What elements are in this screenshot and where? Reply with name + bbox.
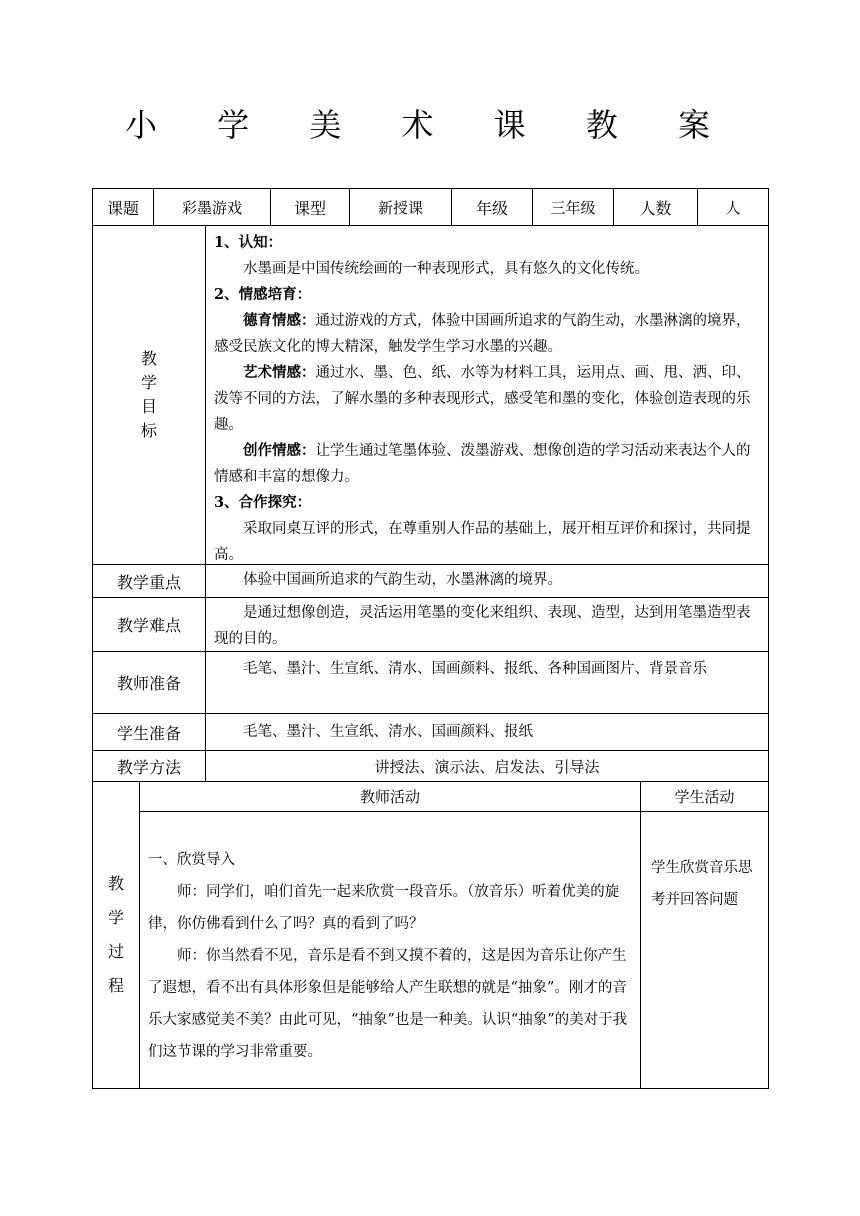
moral-text: 通过游戏的方式，体验中国画所追求的气韵生动，水墨淋漓的境界，感受民族文化的博大精深，触发学生学习水墨的兴趣。: [214, 313, 751, 355]
key-point-label: 教学重点: [92, 564, 206, 598]
teacher-para-2: 师：你当然看不见，音乐是看不到又摸不着的，这是因为音乐让你产生了遐想，看不出有具体形象但是能够给人产生联想的就是“抽象”。刚才的音乐大家感觉美不美？由此可见，“抽象”也是一种美。认识“抽象”的美对于我们这节课的学习非常重要。: [148, 948, 628, 1060]
teacher-activity-header: 教师活动: [139, 781, 641, 812]
difficulty-text: 是通过想像创造，灵活运用笔墨的变化来组织、表现、造型，达到用笔墨造型表现的目的。: [205, 597, 769, 652]
goals-heading-3: 3、合作探究：: [214, 494, 312, 511]
count-label: 人数: [613, 188, 698, 226]
page-title: 小 学 美 术 课 教 案: [124, 106, 736, 144]
topic-label: 课题: [92, 188, 154, 226]
goals-coop-text: 采取同桌互评的形式，在尊重别人作品的基础上，展开相互评价和探讨，共同提高。: [214, 521, 751, 563]
goals-content: [205, 225, 769, 565]
teacher-prep-label: 教师准备: [92, 651, 206, 714]
count-value: 人: [697, 188, 769, 226]
student-prep-label: 学生准备: [92, 713, 206, 751]
topic-value: 彩墨游戏: [153, 188, 271, 226]
grade-value: 三年级: [532, 188, 614, 226]
create-text: 让学生通过笔墨体验、泼墨游戏、想像创造的学习活动来表达个人的情感和丰富的想像力。: [214, 443, 751, 485]
goals-label: 教 学 目 标: [92, 225, 206, 565]
goals-heading-1: 1、认知：: [214, 234, 283, 251]
create-label: 创作情感：: [243, 442, 316, 459]
art-label: 艺术情感：: [243, 364, 316, 381]
student-activity-content: 学生欣赏音乐思考并回答问题: [640, 811, 769, 1089]
grade-label: 年级: [451, 188, 533, 226]
type-value: 新授课: [349, 188, 452, 226]
difficulty-label: 教学难点: [92, 597, 206, 652]
section-heading: 一、欣赏导入: [148, 852, 235, 868]
type-label: 课型: [270, 188, 350, 226]
goals-heading-2: 2、情感培育：: [214, 286, 312, 303]
student-prep-text: 毛笔、墨汁、生宣纸、清水、国画颜料、报纸: [205, 713, 769, 751]
key-point-text: 体验中国画所追求的气韵生动，水墨淋漓的境界。: [205, 564, 769, 598]
goals-cognition-text: 水墨画是中国传统绘画的一种表现形式，具有悠久的文化传统。: [243, 261, 649, 277]
method-text: 讲授法、演示法、启发法、引导法: [205, 750, 769, 782]
art-text: 通过水、墨、色、纸、水等为材料工具，运用点、画、甩、洒、印、泼等不同的方法，了解水墨的多种表现形式，感受笔和墨的变化，体验创造表现的乐趣。: [214, 365, 751, 433]
method-label: 教学方法: [92, 750, 206, 782]
student-activity-header: 学生活动: [640, 781, 769, 812]
teacher-activity-content: [139, 811, 641, 1089]
process-label: 教 学 过 程: [92, 781, 140, 1089]
teacher-para-1: 师：同学们，咱们首先一起来欣赏一段音乐。（放音乐）听着优美的旋律，你仿佛看到什么了吗？真的看到了吗？: [148, 884, 620, 932]
moral-label: 德育情感：: [243, 312, 316, 329]
teacher-prep-text: 毛笔、墨汁、生宣纸、清水、国画颜料、报纸、各种国画图片、背景音乐: [205, 651, 769, 714]
